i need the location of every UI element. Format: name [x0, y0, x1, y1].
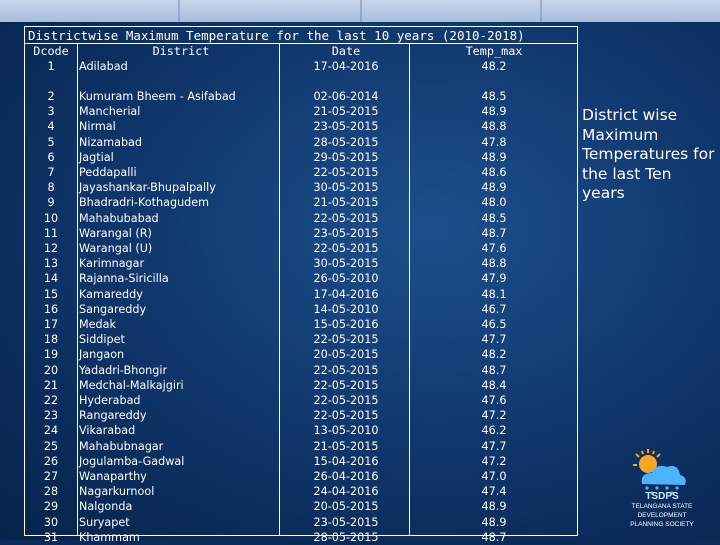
table-cell-temp: 47.8	[481, 135, 507, 149]
table-cell-district: Suryapet	[79, 515, 130, 529]
table-cell-temp: 48.7	[481, 226, 507, 240]
table-cell-date: 22-05-2015	[313, 394, 379, 407]
table-cell-temp: 48.8	[481, 120, 507, 134]
logo-line-3: PLANNING SOCIETY	[630, 521, 694, 528]
table-cell-temp: 47.2	[481, 409, 507, 423]
table-cell-code: 10	[43, 211, 59, 225]
column-header-district: District	[152, 44, 210, 58]
side-caption: District wise Maximum Temperatures for the last Ten years	[582, 106, 715, 202]
table-cell-date: 23-05-2015	[313, 515, 379, 529]
table-cell-district: Kamareddy	[79, 287, 143, 301]
table-cell-temp: 48.4	[481, 378, 507, 392]
table-cell-temp: 48.9	[481, 181, 507, 195]
table-cell-date: 17-04-2016	[313, 60, 379, 73]
table-cell-date: 28-05-2015	[313, 530, 379, 544]
table-cell-district: Khammam	[79, 530, 140, 544]
window-top-bar	[0, 0, 720, 23]
sun-cloud-logo-icon	[633, 449, 686, 495]
table-cell-date: 22-05-2015	[313, 166, 379, 179]
table-cell-date: 21-05-2015	[313, 196, 379, 210]
table-cell-temp: 48.7	[481, 530, 507, 544]
table-cell-temp: 48.1	[481, 287, 507, 301]
table-cell-district: Nizamabad	[79, 135, 143, 149]
table-cell-date: 26-05-2010	[313, 272, 379, 286]
table-cell-district: Siddipet	[79, 333, 125, 347]
table-cell-date: 22-05-2015	[313, 378, 379, 392]
table-cell-code: 1	[47, 60, 55, 73]
logo-acronym: TSDPS	[645, 491, 679, 502]
table-cell-temp: 46.5	[481, 318, 507, 331]
table-cell-temp: 47.6	[481, 394, 507, 407]
table-cell-district: Nagarkurnool	[79, 485, 155, 499]
table-cell-district: Sangareddy	[79, 302, 147, 316]
table-cell-date: 02-06-2014	[313, 90, 379, 103]
table-cell-code: 5	[47, 135, 55, 149]
table-title: Districtwise Maximum Temperature for the last 10 years (2010-2018)	[25, 27, 577, 44]
table-cell-temp: 47.6	[481, 242, 507, 255]
table-cell-code: 29	[43, 500, 59, 514]
table-cell-date: 21-05-2015	[313, 439, 379, 453]
table-cell-code: 19	[43, 348, 59, 362]
table-cell-district: Kumuram Bheem - Asifabad	[79, 90, 236, 103]
table-cell-temp: 48.2	[481, 348, 507, 362]
table-cell-date: 21-05-2015	[313, 105, 379, 119]
table-cell-district: Adilabad	[79, 60, 128, 73]
table-cell-date: 28-05-2015	[313, 135, 379, 149]
table-cell-date: 17-04-2016	[313, 287, 379, 301]
table-cell-temp: 48.2	[481, 60, 507, 73]
table-cell-date: 23-05-2015	[313, 120, 379, 134]
table-cell-district: Peddapalli	[79, 166, 137, 179]
table-cell-date: 22-05-2015	[313, 363, 379, 377]
table-cell-code: 17	[43, 318, 59, 331]
table-cell-date: 20-05-2015	[313, 500, 379, 514]
table-cell-code: 8	[47, 181, 55, 195]
column-header-code: Dcode	[33, 44, 69, 58]
column-header-temp: Temp_max	[465, 44, 523, 58]
table-cell-date: 22-05-2015	[313, 242, 379, 255]
table-cell-district: Mancherial	[79, 105, 141, 119]
table-cell-district: Nalgonda	[79, 500, 133, 514]
table-cell-temp: 47.9	[481, 272, 507, 286]
table-cell-temp: 48.6	[481, 166, 507, 179]
table-cell-district: Bhadradri-Kothagudem	[79, 196, 210, 210]
table-cell-date: 23-05-2015	[313, 226, 379, 240]
logo-line-2: DEVELOPMENT	[637, 512, 687, 519]
table-cell-code: 11	[43, 226, 59, 240]
table-cell-temp: 47.7	[481, 439, 507, 453]
table-cell-district: Yadadri-Bhongir	[79, 363, 168, 377]
table-cell-code: 4	[47, 120, 55, 134]
table-cell-code: 21	[43, 378, 59, 392]
table-cell-district: Mahabubabad	[79, 211, 159, 225]
table-cell-temp: 48.9	[481, 515, 507, 529]
table-cell-code: 28	[43, 485, 59, 499]
table-cell-code: 14	[43, 272, 59, 286]
table-cell-date: 30-05-2015	[313, 181, 379, 195]
table-cell-district: Nirmal	[79, 120, 116, 134]
table-cell-temp: 48.5	[481, 90, 507, 103]
table-cell-district: Rajanna-Siricilla	[79, 272, 169, 286]
table-cell-district: Rangareddy	[79, 409, 147, 423]
table-cell-district: Karimnagar	[79, 257, 145, 271]
table-cell-district: Warangal (R)	[79, 226, 152, 240]
table-cell-date: 26-04-2016	[313, 470, 379, 483]
table-cell-district: Vikarabad	[79, 424, 136, 438]
table-cell-code: 9	[47, 196, 55, 210]
table-cell-code: 3	[47, 105, 55, 119]
table-cell-code: 18	[43, 333, 59, 347]
temperature-table	[24, 26, 578, 544]
table-cell-district: Mahabubnagar	[79, 439, 164, 453]
table-cell-temp: 48.7	[481, 363, 507, 377]
table-cell-code: 13	[43, 257, 59, 271]
table-cell-date: 22-05-2015	[313, 409, 379, 423]
table-cell-code: 23	[43, 409, 59, 423]
table-cell-district: Medchal-Malkajgiri	[79, 378, 184, 392]
column-header-date: Date	[331, 44, 361, 58]
table-cell-code: 26	[43, 454, 59, 468]
table-cell-temp: 48.9	[481, 500, 507, 514]
table-cell-date: 22-05-2015	[313, 211, 379, 225]
table-cell-district: Warangal (U)	[79, 242, 153, 255]
table-cell-date: 15-04-2016	[313, 454, 379, 468]
table-cell-code: 24	[43, 424, 59, 438]
table-cell-district: Wanaparthy	[79, 470, 147, 483]
table-cell-temp: 46.2	[481, 424, 507, 438]
table-cell-date: 22-05-2015	[313, 333, 379, 347]
table-cell-code: 12	[43, 242, 59, 255]
table-cell-code: 7	[47, 166, 55, 179]
table-cell-temp: 47.2	[481, 454, 507, 468]
table-cell-district: Hyderabad	[79, 394, 141, 407]
table-cell-code: 31	[43, 530, 59, 544]
table-cell-district: Jagtial	[79, 150, 114, 164]
table-cell-temp: 48.8	[481, 257, 507, 271]
table-cell-date: 24-04-2016	[313, 485, 379, 499]
table-cell-code: 20	[43, 363, 59, 377]
table-cell-date: 15-05-2016	[313, 318, 379, 331]
table-cell-code: 27	[43, 470, 59, 483]
table-cell-date: 20-05-2015	[313, 348, 379, 362]
table-cell-district: Jogulamba-Gadwal	[79, 454, 185, 468]
table-cell-temp: 48.9	[481, 105, 507, 119]
table-cell-code: 6	[47, 150, 55, 164]
table-cell-date: 30-05-2015	[313, 257, 379, 271]
table-cell-temp: 48.5	[481, 211, 507, 225]
table-cell-district: Jangaon	[79, 348, 125, 362]
table-cell-code: 15	[43, 287, 59, 301]
table-cell-temp: 48.9	[481, 150, 507, 164]
table-cell-temp: 47.7	[481, 333, 507, 347]
table-cell-district: Jayashankar-Bhupalpally	[79, 181, 216, 195]
table-cell-code: 30	[43, 515, 59, 529]
table-cell-district: Medak	[79, 318, 116, 331]
table-cell-date: 29-05-2015	[313, 150, 379, 164]
table-cell-code: 25	[43, 439, 59, 453]
table-cell-date: 14-05-2010	[313, 302, 379, 316]
table-cell-code: 22	[43, 394, 59, 407]
table-cell-temp: 47.0	[481, 470, 507, 483]
table-cell-temp: 48.0	[481, 196, 507, 210]
table-cell-code: 2	[47, 90, 55, 103]
logo-line-1: TELANGANA STATE	[631, 503, 693, 510]
table-cell-temp: 46.7	[481, 302, 507, 316]
table-cell-date: 13-05-2010	[313, 424, 379, 438]
table-cell-code: 16	[43, 302, 59, 316]
table-cell-temp: 47.4	[481, 485, 507, 499]
